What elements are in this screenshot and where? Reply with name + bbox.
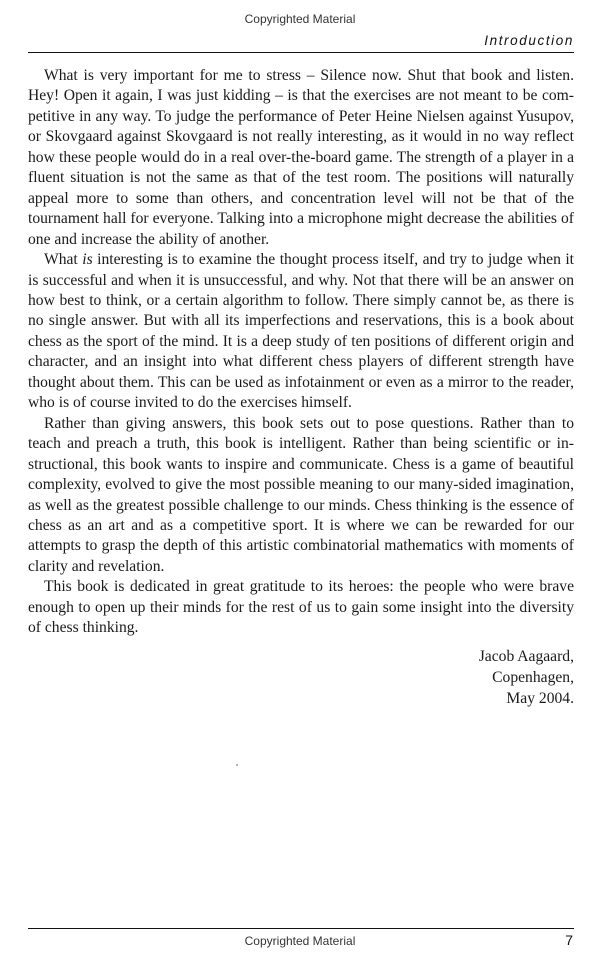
signature-date: May 2004. (506, 690, 574, 707)
paragraph-2-lead: What (44, 251, 83, 269)
paragraph-2 (28, 250, 574, 414)
copyright-banner-bottom: Copyrighted Material (244, 934, 356, 948)
paragraph-3: Rather than giving answers, this book sets out to pose questions. Rather than to teach and preach a truth, this book is intelligent. Rather than being scientific or instructional, this book wants to inspire and communicate. Chess is a game of beautiful complexity, evolved to give the most possible meaning to our many-sided imagination, as well as the greatest possible challenge to our minds. Chess thinking is the essence of chess as an art and as a competitive sport. It is where we can be rewarded for our attempts to grasp the depth of this artistic combinatorial mathematics with moments of clarity and revelation. (28, 414, 574, 575)
signature-name: Jacob Aagaard, (478, 648, 574, 665)
footer-rule (28, 928, 574, 929)
header-rule (28, 52, 574, 53)
signature-block (479, 646, 574, 709)
paragraph-2-rest: interesting is to examine the thought process itself, and try to judge when it is successful and when it is unsuccessful, and why. Not that there will be an answer on how best to think, or a certain algorithm to follow. There simply cannot be, as there is no single answer. But with all its imperfections and reservations, this is a book about chess as the sport of the mind. It is a deep study of ten positions of different origin and character, and an insight into what different chess players of different strength have thought about them. This can be used as infotainment or even as a mirror to the reader, who is of course invited to do the exercises himself. (28, 251, 574, 412)
running-head: Introduction (484, 33, 574, 48)
body-text (28, 66, 574, 639)
signature-place: Copenhagen, (492, 669, 574, 686)
scan-speck (236, 764, 238, 766)
paragraph-1: What is very important for me to stress – Silence now. Shut that book and listen. Hey! Open it again, I was just kidding – is that the exercises are not meant to be competitive in any way. To judge the performance of Peter Heine Nielsen against Yusupov, or Skovgaard against Skovgaard is not really interesting, as it would in no way reflect how these people would do in a real over-the-board game. The strength of a player in a fluent situation is not the same as that of the test room. The positions will naturally appeal more to some than others, and concentration level will not be that of the tournament hall for everyone. Talking into a microphone might decrease the abilities of one and increase the ability of another. (28, 67, 574, 248)
paragraph-2-emphasis: is (82, 251, 93, 269)
paragraph-4: This book is dedicated in great gratitude to its heroes: the people who were brave enough to open up their minds for the rest of us to gain some insight into the diversity of chess thinking. (28, 578, 574, 637)
page-number: 7 (565, 932, 573, 948)
copyright-banner-top: Copyrighted Material (244, 12, 356, 26)
